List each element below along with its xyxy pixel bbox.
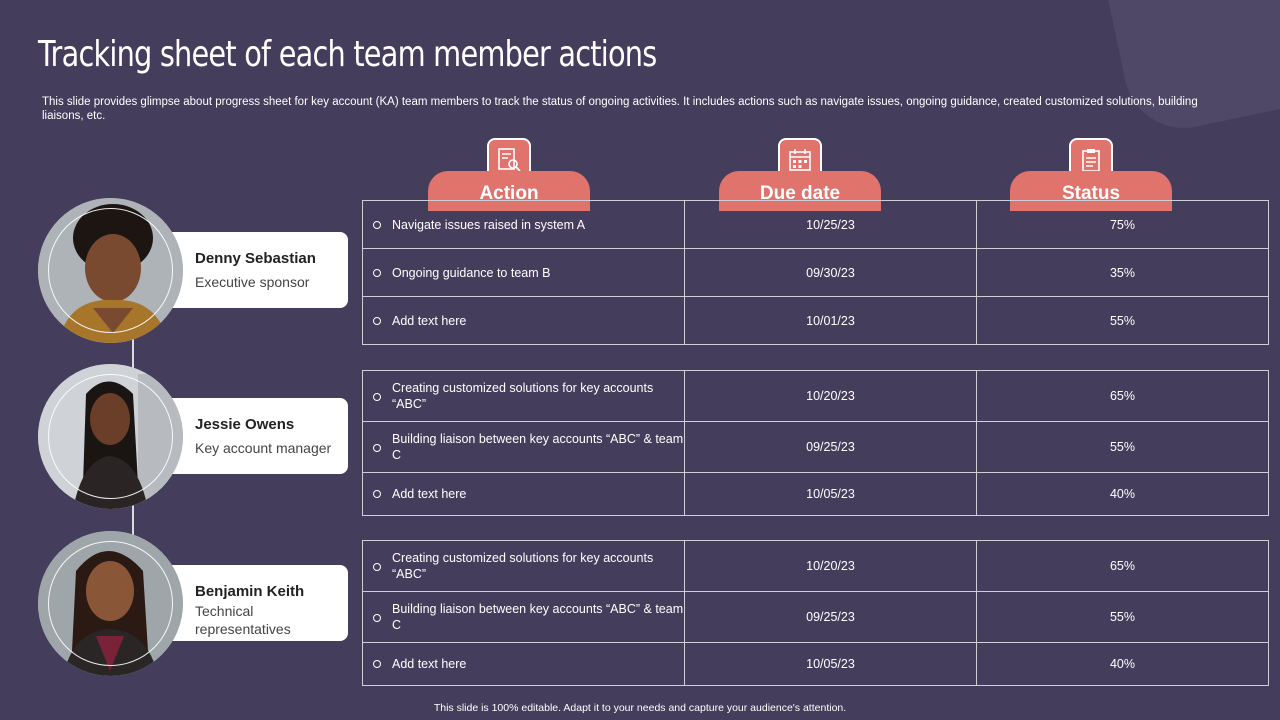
page-title: Tracking sheet of each team member actions <box>38 34 657 75</box>
person-name: Denny Sebastian <box>195 250 316 267</box>
due-date-cell: 10/25/23 <box>685 201 977 249</box>
avatar-ring <box>48 374 173 499</box>
person-name: Jessie Owens <box>195 416 295 433</box>
due-date-cell: 09/30/23 <box>685 249 977 297</box>
status-cell: 65% <box>977 371 1269 422</box>
person-denny <box>38 198 350 343</box>
due-date-cell: 10/20/23 <box>685 541 977 592</box>
action-cell: Building liaison between key accounts “ABC” & team C <box>363 422 685 473</box>
status-cell: 35% <box>977 249 1269 297</box>
status-cell: 55% <box>977 592 1269 643</box>
avatar-ring <box>48 541 173 666</box>
table-row <box>363 422 1269 473</box>
table-row <box>363 297 1269 345</box>
avatar <box>38 364 183 509</box>
bullet-icon <box>373 563 381 571</box>
avatar <box>38 531 183 676</box>
person-jessie <box>38 364 350 509</box>
person-role: Executive sponsor <box>195 274 310 290</box>
due-date-cell: 10/20/23 <box>685 371 977 422</box>
due-date-cell: 10/05/23 <box>685 473 977 516</box>
status-cell: 75% <box>977 201 1269 249</box>
action-cell: Add text here <box>363 643 685 686</box>
bullet-icon <box>373 614 381 622</box>
avatar-ring <box>48 208 173 333</box>
tracking-table-denny <box>362 200 1269 345</box>
action-cell: Creating customized solutions for key accounts “ABC” <box>363 371 685 422</box>
status-cell: 40% <box>977 643 1269 686</box>
table-row <box>363 541 1269 592</box>
status-cell: 65% <box>977 541 1269 592</box>
action-cell: Add text here <box>363 473 685 516</box>
header-action: Action <box>428 171 590 211</box>
bullet-icon <box>373 490 381 498</box>
status-cell: 55% <box>977 297 1269 345</box>
bullet-icon <box>373 444 381 452</box>
action-cell: Add text here <box>363 297 685 345</box>
bullet-icon <box>373 393 381 401</box>
action-cell: Navigate issues raised in system A <box>363 201 685 249</box>
bullet-icon <box>373 317 381 325</box>
due-date-cell: 09/25/23 <box>685 592 977 643</box>
table-row <box>363 371 1269 422</box>
bullet-icon <box>373 269 381 277</box>
action-cell: Creating customized solutions for key accounts “ABC” <box>363 541 685 592</box>
due-date-cell: 09/25/23 <box>685 422 977 473</box>
table-row <box>363 592 1269 643</box>
status-cell: 40% <box>977 473 1269 516</box>
due-date-cell: 10/05/23 <box>685 643 977 686</box>
tracking-table-benjamin <box>362 540 1269 686</box>
person-role: Key account manager <box>195 440 332 456</box>
action-cell: Ongoing guidance to team B <box>363 249 685 297</box>
action-cell: Building liaison between key accounts “ABC” & team C <box>363 592 685 643</box>
header-due-date: Due date <box>719 171 881 211</box>
table-row <box>363 249 1269 297</box>
page-subtitle: This slide provides glimpse about progress sheet for key account (KA) team members to track the status of ongoing activities. It includes actions such as navigate issues, ongoing guidance, created customized solutions, building liaisons, etc. <box>42 96 1198 122</box>
footer-note: This slide is 100% editable. Adapt it to your needs and capture your audience's attention. <box>433 702 847 714</box>
bullet-icon <box>373 660 381 668</box>
status-cell: 55% <box>977 422 1269 473</box>
person-name: Benjamin Keith <box>195 583 305 600</box>
table-row <box>363 201 1269 249</box>
header-status: Status <box>1010 171 1172 211</box>
table-row <box>363 473 1269 516</box>
person-benjamin <box>38 531 350 676</box>
avatar <box>38 198 183 343</box>
person-role: Technical representatives <box>195 603 291 637</box>
bullet-icon <box>373 221 381 229</box>
due-date-cell: 10/01/23 <box>685 297 977 345</box>
table-row <box>363 643 1269 686</box>
tracking-table-jessie <box>362 370 1269 516</box>
